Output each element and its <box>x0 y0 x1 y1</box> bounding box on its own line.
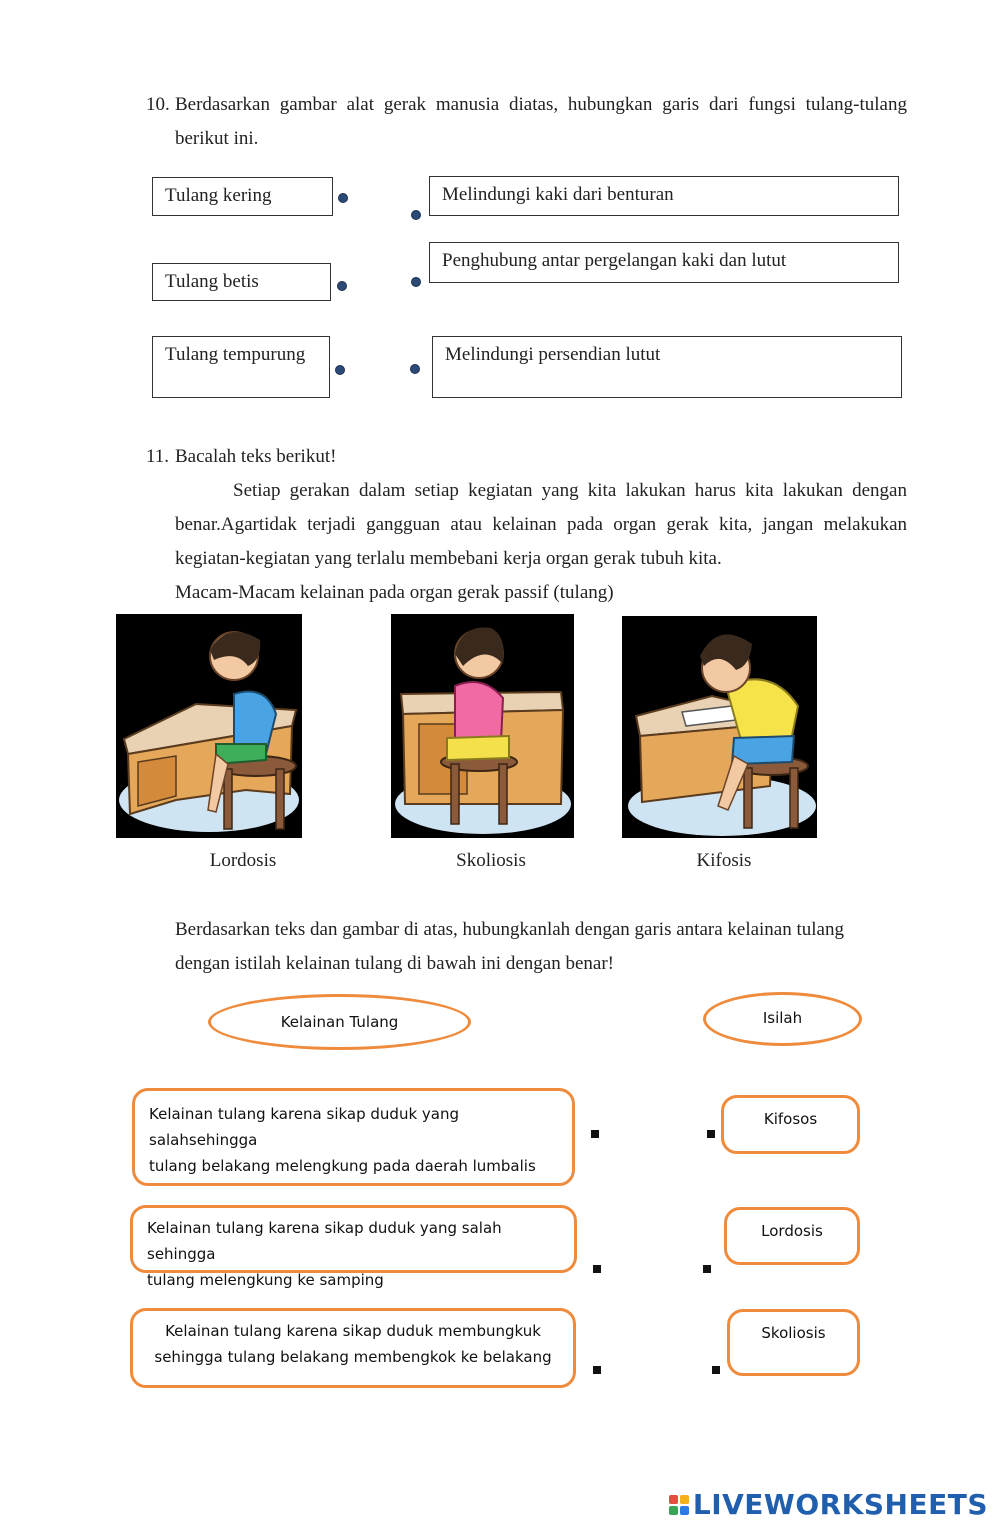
q11-instruction-line2: dengan istilah kelainan tulang di bawah ini dengan benar! <box>175 953 614 974</box>
right-item-2-label: Lordosis <box>761 1222 823 1240</box>
q10-text-line1: Berdasarkan gambar alat gerak manusia diatas, hubungkan garis dari fungsi tulang-tulang <box>175 94 907 115</box>
left-header-label: Kelainan Tulang <box>280 1013 399 1031</box>
logo-text: LIVEWORKSHEETS <box>692 1488 988 1521</box>
left-item-box-1 <box>132 1088 575 1186</box>
left-point-1[interactable] <box>591 1130 599 1138</box>
q11-number: 11. <box>146 446 170 467</box>
left-item-box-3 <box>130 1308 576 1388</box>
left-item-3-line1: Kelainan tulang karena sikap duduk membungkuk <box>165 1322 541 1340</box>
q10-right-box-1 <box>429 176 899 216</box>
q10-left-label-1: Tulang kering <box>165 185 272 206</box>
right-item-box-1 <box>721 1095 860 1154</box>
left-item-3-line2: sehingga tulang belakang membengkok ke belakang <box>154 1348 552 1366</box>
logo-grid-icon <box>669 1495 689 1515</box>
q10-right-label-3: Melindungi persendian lutut <box>445 344 661 365</box>
q10-left-box-1 <box>152 177 333 216</box>
q10-right-dot-2[interactable] <box>411 277 421 287</box>
lordosis-illustration <box>116 614 302 838</box>
right-point-3[interactable] <box>712 1366 720 1374</box>
left-header-oval <box>208 994 471 1050</box>
left-item-2-line2: tulang melengkung ke samping <box>147 1271 384 1289</box>
left-item-box-2 <box>130 1205 577 1289</box>
q10-left-label-2: Tulang betis <box>165 271 259 292</box>
right-header-oval <box>703 992 862 1046</box>
q10-right-dot-1[interactable] <box>411 210 421 220</box>
q11-subheading: Macam-Macam kelainan pada organ gerak passif (tulang) <box>175 582 614 603</box>
q10-text-line2: berikut ini. <box>175 128 259 149</box>
q11-paragraph-line1: Setiap gerakan dalam setiap kegiatan yang kita lakukan harus kita lakukan dengan <box>233 480 907 501</box>
q10-left-dot-1[interactable] <box>338 193 348 203</box>
q10-right-label-2: Penghubung antar pergelangan kaki dan lutut <box>442 250 787 271</box>
q10-right-label-1: Melindungi kaki dari benturan <box>442 184 674 205</box>
q10-number: 10. <box>146 94 170 115</box>
caption-lordosis: Lordosis <box>209 850 277 871</box>
right-item-1-label: Kifosos <box>763 1110 818 1128</box>
q10-right-box-2 <box>429 242 899 283</box>
q10-left-dot-2[interactable] <box>337 281 347 291</box>
right-item-3-label: Skoliosis <box>761 1324 826 1342</box>
q10-left-dot-3[interactable] <box>335 365 345 375</box>
q11-paragraph-line3: kegiatan-kegiatan yang terlalu membebani kerja organ gerak tubuh kita. <box>175 548 722 569</box>
right-point-2[interactable] <box>703 1265 711 1273</box>
q10-right-dot-3[interactable] <box>410 364 420 374</box>
q11-instruction-line1: Berdasarkan teks dan gambar di atas, hubungkanlah dengan garis antara kelainan tulang <box>175 919 844 940</box>
caption-kifosis: Kifosis <box>696 850 752 871</box>
right-item-box-3 <box>727 1309 860 1376</box>
skoliosis-illustration <box>391 614 574 838</box>
q11-intro: Bacalah teks berikut! <box>175 446 337 467</box>
kifosis-illustration <box>622 616 817 838</box>
q10-left-label-3: Tulang tempurung <box>165 344 306 365</box>
q10-right-box-3 <box>432 336 902 398</box>
left-item-2-line1: Kelainan tulang karena sikap duduk yang salah sehingga <box>147 1219 502 1263</box>
right-point-1[interactable] <box>707 1130 715 1138</box>
caption-skoliosis: Skoliosis <box>456 850 526 871</box>
left-item-1-line1: Kelainan tulang karena sikap duduk yang salahsehingga <box>149 1105 460 1149</box>
right-item-box-2 <box>724 1207 860 1265</box>
liveworksheets-logo <box>669 1488 988 1521</box>
q10-left-box-3 <box>152 336 330 398</box>
left-point-3[interactable] <box>593 1366 601 1374</box>
left-item-1-line2: tulang belakang melengkung pada daerah lumbalis <box>149 1157 536 1175</box>
q11-paragraph-line2: benar.Agartidak terjadi gangguan atau kelainan pada organ gerak kita, jangan melakukan <box>175 514 907 535</box>
left-point-2[interactable] <box>593 1265 601 1273</box>
q10-left-box-2 <box>152 263 331 301</box>
right-header-label: Isilah <box>762 1009 803 1027</box>
